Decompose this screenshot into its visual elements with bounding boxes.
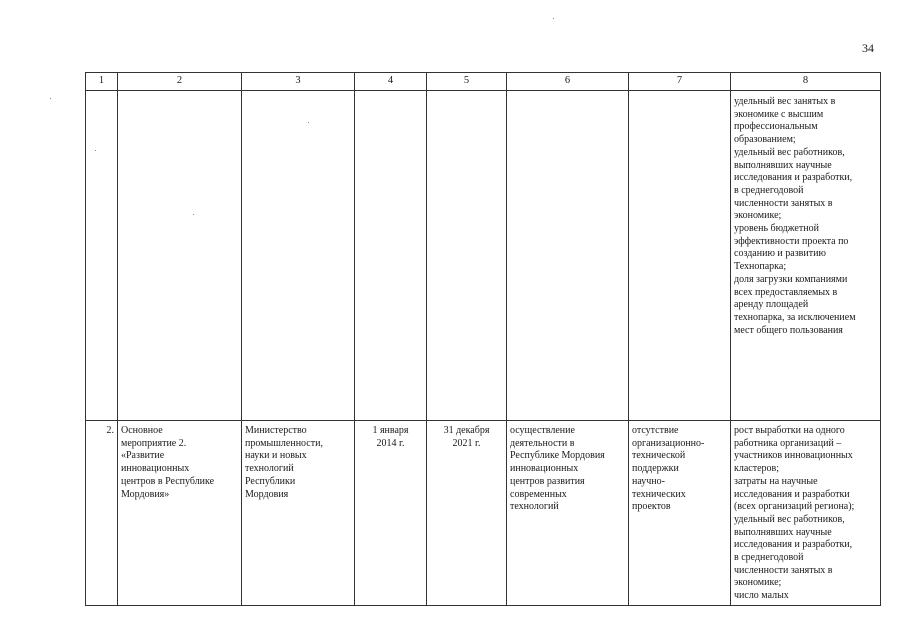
table-cell bbox=[118, 91, 242, 421]
table-cell bbox=[242, 91, 355, 421]
table-cell bbox=[355, 91, 427, 421]
end-date-cell: 31 декабря 2021 г. bbox=[427, 421, 507, 606]
table-cell bbox=[86, 91, 118, 421]
column-header-7: 7 bbox=[629, 73, 731, 91]
scan-speck bbox=[553, 18, 554, 19]
column-header-3: 3 bbox=[242, 73, 355, 91]
scan-speck bbox=[193, 214, 194, 215]
table-row-continuation bbox=[86, 91, 881, 421]
row-number-cell: 2. bbox=[86, 421, 118, 606]
column-header-2: 2 bbox=[118, 73, 242, 91]
consequences-cell: отсутствие организационно- технической поддержки научно- технических проектов bbox=[629, 421, 731, 606]
scan-speck bbox=[95, 150, 96, 151]
start-date-cell: 1 января 2014 г. bbox=[355, 421, 427, 606]
expected-result-cell: осуществление деятельности в Республике Мордовия инновационных центров развития современных технологий bbox=[507, 421, 629, 606]
executor-cell: Министерство промышленности, науки и новых технологий Республики Мордовия bbox=[242, 421, 355, 606]
column-header-5: 5 bbox=[427, 73, 507, 91]
program-table bbox=[85, 72, 881, 606]
scan-speck bbox=[308, 122, 309, 123]
measure-name-cell: Основное мероприятие 2. «Развитие инновационных центров в Республике Мордовия» bbox=[118, 421, 242, 606]
indicators-cell: удельный вес занятых в экономике с высшим профессиональным образованием; удельный вес работников, выполнявших научные исследования и разработки, в среднегодовой численности занятых в экономике; уровень бюджетной эффективности проекта по созданию и развитию Технопарка; доля загрузки компаниями всех предоставляемых в аренду площадей технопарка, за исключением мест общего пользования bbox=[731, 91, 881, 421]
column-header-4: 4 bbox=[355, 73, 427, 91]
scan-speck bbox=[50, 98, 51, 99]
table-cell bbox=[629, 91, 731, 421]
page-number: 34 bbox=[862, 41, 874, 55]
column-header-1: 1 bbox=[86, 73, 118, 91]
table-cell bbox=[427, 91, 507, 421]
column-number-row bbox=[86, 73, 881, 91]
table-cell bbox=[507, 91, 629, 421]
column-header-6: 6 bbox=[507, 73, 629, 91]
table-row-2 bbox=[86, 421, 881, 606]
column-header-8: 8 bbox=[731, 73, 881, 91]
indicators-cell: рост выработки на одного работника организаций – участников инновационных кластеров; затраты на научные исследования и разработки (всех организаций региона); удельный вес работников, выполнявших научные исследования и разработки, в среднегодовой численности занятых в экономике; число малых bbox=[731, 421, 881, 606]
